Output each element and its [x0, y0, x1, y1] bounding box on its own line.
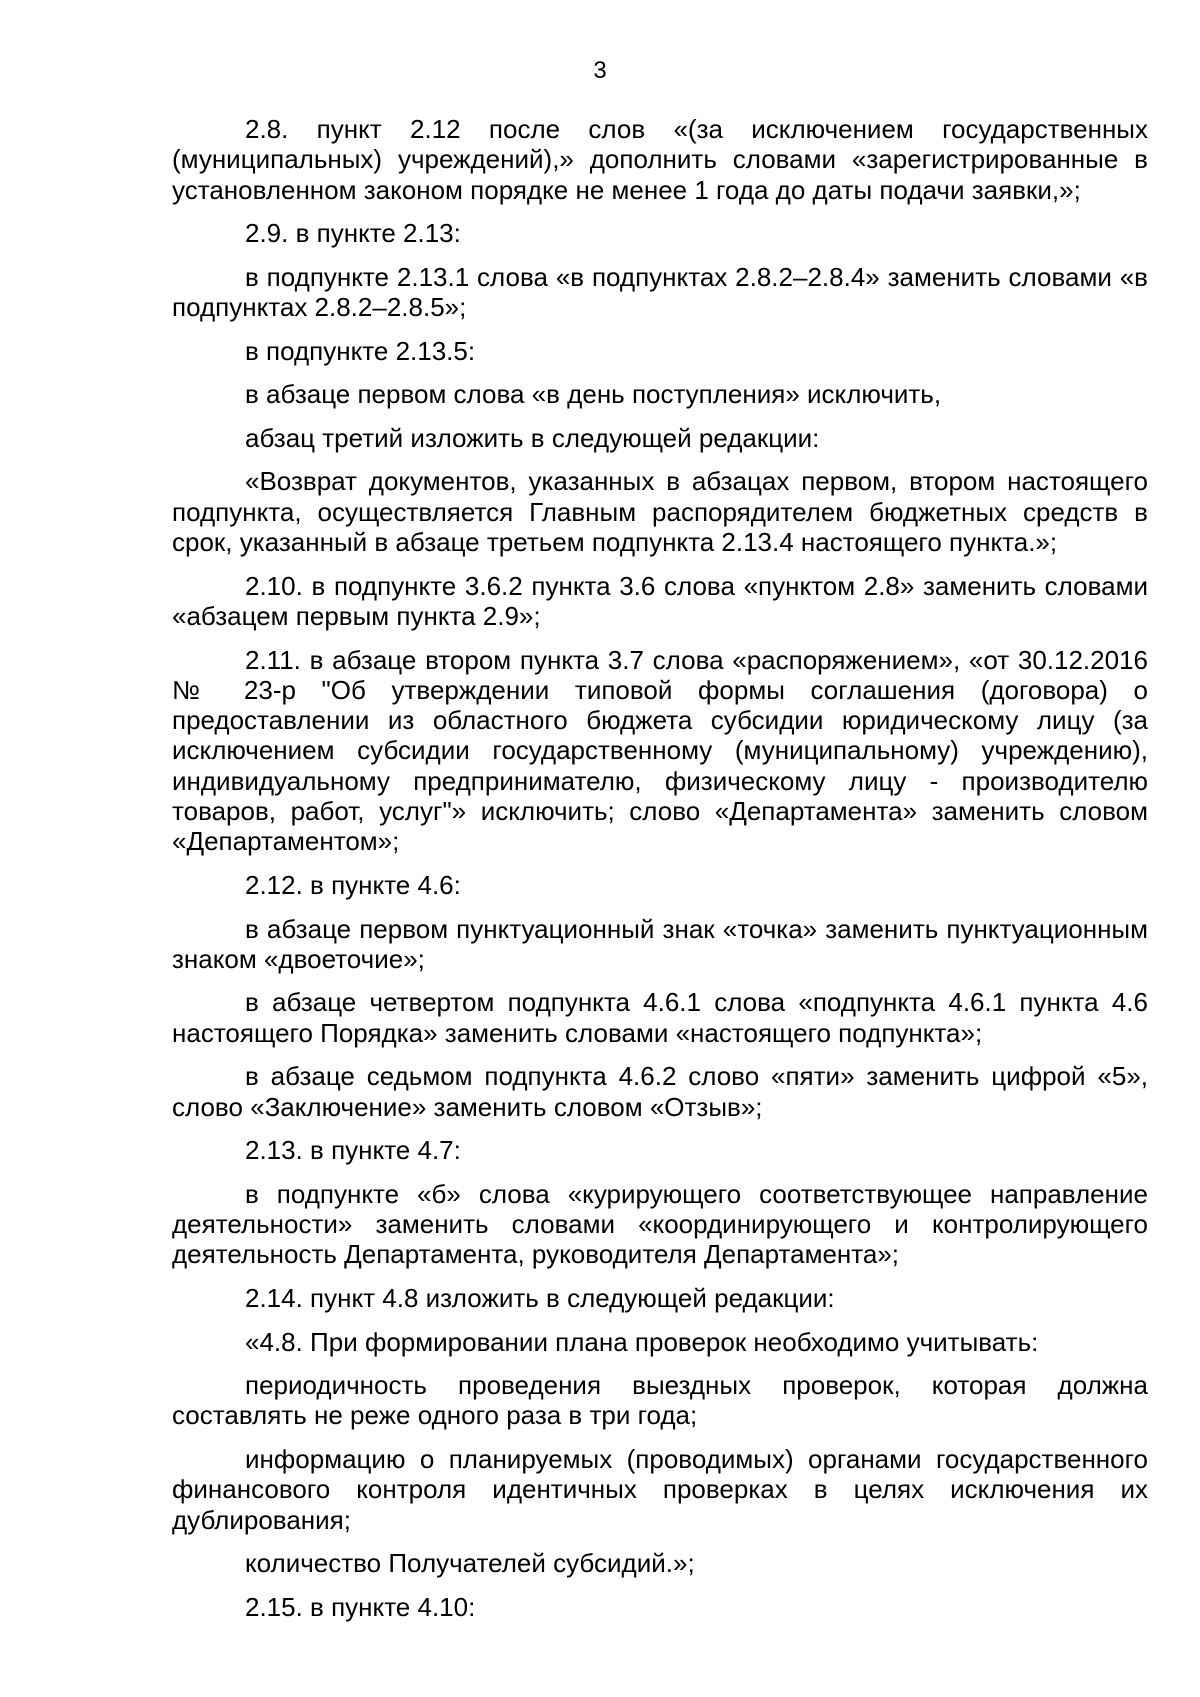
page-number: 3: [593, 57, 607, 84]
paragraph-2-15: 2.15. в пункте 4.10:: [245, 1591, 476, 1622]
paragraph-periodicity: периодичность проведения выездных проверок, которая должна составлять не реже одного раза в три года;: [172, 1370, 1148, 1431]
paragraph-quote-return-documents: «Возврат документов, указанных в абзацах первом, втором настоящего подпункта, осуществляется Главным распорядителем бюджетных средств в срок, указанный в абзаце третьем подпункта 2.13.4 настоящего пункта.»;: [172, 466, 1148, 558]
paragraph-punctuation-change: в абзаце первом пунктуационный знак «точка» заменить пунктуационным знаком «двоеточие»;: [172, 913, 1148, 974]
paragraph-subitem-2-13-1: в подпункте 2.13.1 слова «в подпунктах 2.8.2–2.8.4» заменить словами «в подпунктах 2.8.2–2.8.5»;: [172, 261, 1148, 323]
paragraph-subitem-2-13-5: в подпункте 2.13.5:: [245, 335, 476, 366]
paragraph-2-9: 2.9. в пункте 2.13:: [245, 218, 461, 249]
paragraph-2-13: 2.13. в пункте 4.7:: [245, 1135, 461, 1166]
paragraph-subitem-4-6-1: в абзаце четвертом подпункта 4.6.1 слова «подпункта 4.6.1 пункта 4.6 настоящего Порядка» заменить словами «настоящего подпункта»;: [172, 987, 1148, 1048]
paragraph-subitem-4-6-2: в абзаце седьмом подпункта 4.6.2 слово «пяти» заменить цифрой «5», слово «Заключение» заменить словом «Отзыв»;: [172, 1061, 1148, 1122]
paragraph-first-abzats: в абзаце первом слова «в день поступления» исключить,: [245, 379, 942, 410]
paragraph-information: информацию о планируемых (проводимых) органами государственного финансового контроля идентичных проверках в целях исключения их дублирования;: [172, 1444, 1148, 1535]
paragraph-recipients-count: количество Получателей субсидий.»;: [245, 1548, 695, 1579]
paragraph-2-10: 2.10. в подпункте 3.6.2 пункта 3.6 слова «пунктом 2.8» заменить словами «абзацем первым пункта 2.9»;: [172, 570, 1148, 631]
paragraph-subitem-b: в подпункте «б» слова «курирующего соответствующее направление деятельности» заменить словами «координирующего и контролирующего деятельность Департамента, руководителя Департамента»;: [172, 1178, 1148, 1270]
paragraph-third-abzats: абзац третий изложить в следующей редакции:: [245, 422, 820, 453]
paragraph-2-12: 2.12. в пункте 4.6:: [245, 869, 461, 900]
paragraph-2-8: 2.8. пункт 2.12 после слов «(за исключением государственных (муниципальных) учреждений),» дополнить словами «зарегистрированные в установленном законом порядке не менее 1 года до даты подачи заявки,»;: [172, 114, 1148, 205]
paragraph-2-11: 2.11. в абзаце втором пункта 3.7 слова «распоряжением», «от 30.12.2016 № 23-р "Об утверждении типовой формы соглашения (договора) о предоставлении из областного бюджета субсидии юридическому лицу (за исключением субсидии государственному (муниципальному) учреждению), индивидуальному предпринимателю, физическому лицу - производителю товаров, работ, услуг"» исключить; слово «Департамента» заменить словом «Департаментом»;: [172, 644, 1148, 857]
paragraph-quote-4-8: «4.8. При формировании плана проверок необходимо учитывать:: [245, 1326, 1039, 1357]
document-body: [172, 114, 1148, 1635]
paragraph-2-14: 2.14. пункт 4.8 изложить в следующей редакции:: [245, 1282, 835, 1313]
